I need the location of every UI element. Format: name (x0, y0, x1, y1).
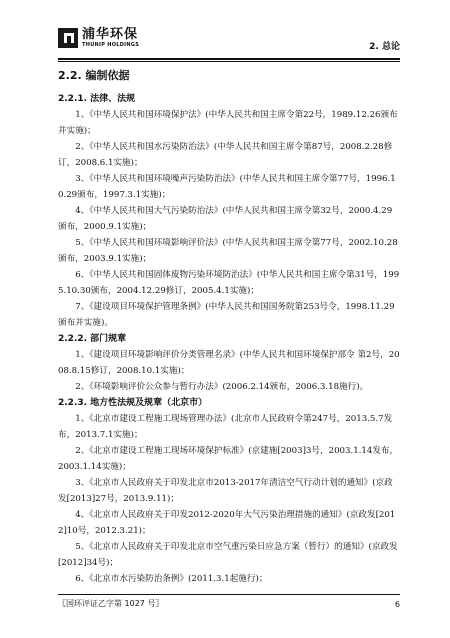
company-logo (58, 28, 139, 48)
page-number: 6 (394, 600, 400, 609)
logo-english-name: THUNIP HOLDINGS (82, 42, 140, 48)
list-item: 7、《建设项目环境保护管理条例》(中华人民共和国国务院第253号令，1998.11.29颁布并实施)。 (58, 302, 395, 328)
header-divider (58, 58, 400, 60)
list-item: 2、《北京市建设工程施工现场环境保护标准》(京建施[2003]3号，2003.1.14发布，2003.1.14实施)； (58, 446, 399, 472)
license-number: 〖国环评证乙字第 1027 号〗 (58, 599, 164, 608)
subsection-regulations (58, 331, 400, 395)
list-item: 6、《北京市水污染防治条例》(2011.3.1起施行)； (75, 574, 268, 584)
subsection-title: 2.2.3. 地方性法规及规章（北京市） (58, 398, 208, 408)
list-item: 1、《建设项目环境影响评价分类管理名录》(中华人民共和国环境保护部令 第2号，2008.8.15修订，2008.10.1实施)； (58, 350, 400, 376)
list-item: 1、《中华人民共和国环境保护法》(中华人民共和国主席令第22号，1989.12.26颁布并实施)； (58, 110, 398, 136)
page-header (58, 28, 400, 56)
list-item: 3、《中华人民共和国环境噪声污染防治法》(中华人民共和国主席令第77号，1996.10.29颁布，1997.3.1实施)； (58, 174, 396, 200)
subsection-local-rules (58, 395, 400, 587)
list-item: 5、《中华人民共和国环境影响评价法》(中华人民共和国主席令第77号，2002.10.28颁布，2003.9.1实施)； (58, 238, 398, 264)
footer-divider (58, 594, 400, 595)
list-item: 2、《中华人民共和国水污染防治法》(中华人民共和国主席令第87号，2008.2.28修订，2008.6.1实施)； (58, 142, 393, 168)
header-divider-thin (58, 61, 400, 62)
document-body (58, 68, 400, 587)
list-item: 5、《北京市人民政府关于印发北京市空气重污染日应急方案（暂行）的通知》(京政发[2012]34号)； (58, 542, 398, 568)
list-item: 4、《中华人民共和国大气污染防治法》(中华人民共和国主席令第32号，2000.4.29颁布，2000.9.1实施)； (58, 206, 393, 232)
chapter-label: 2. 总论 (369, 42, 400, 52)
logo-mark-icon (58, 28, 78, 48)
list-item: 6、《中华人民共和国固体废物污染环境防治法》(中华人民共和国主席令第31号，1995.10.30颁布，2004.12.29修订，2005.4.1实施)； (58, 270, 400, 296)
list-item: 3、《北京市人民政府关于印发北京市2013-2017年清洁空气行动计划的通知》(京政发[2013]27号，2013.9.11)； (58, 478, 393, 504)
list-item: 4、《北京市人民政府关于印发2012-2020年大气污染治理措施的通知》(京政发[2012]10号，2012.3.21)； (58, 510, 396, 536)
subsection-title: 2.2.1. 法律、法规 (58, 94, 136, 104)
logo-chinese-name: 浦华环保 (82, 27, 139, 42)
list-item: 1、《北京市建设工程施工现场管理办法》(北京市人民政府令第247号，2013.5.7发布，2013.7.1实施)； (58, 414, 393, 440)
list-item: 2、《环境影响评价公众参与暂行办法》(2006.2.14颁布，2006.3.18施行)。 (75, 382, 369, 392)
subsection-title: 2.2.2. 部门规章 (58, 334, 127, 344)
subsection-laws (58, 91, 400, 331)
section-title: 2.2. 编制依据 (58, 69, 130, 82)
